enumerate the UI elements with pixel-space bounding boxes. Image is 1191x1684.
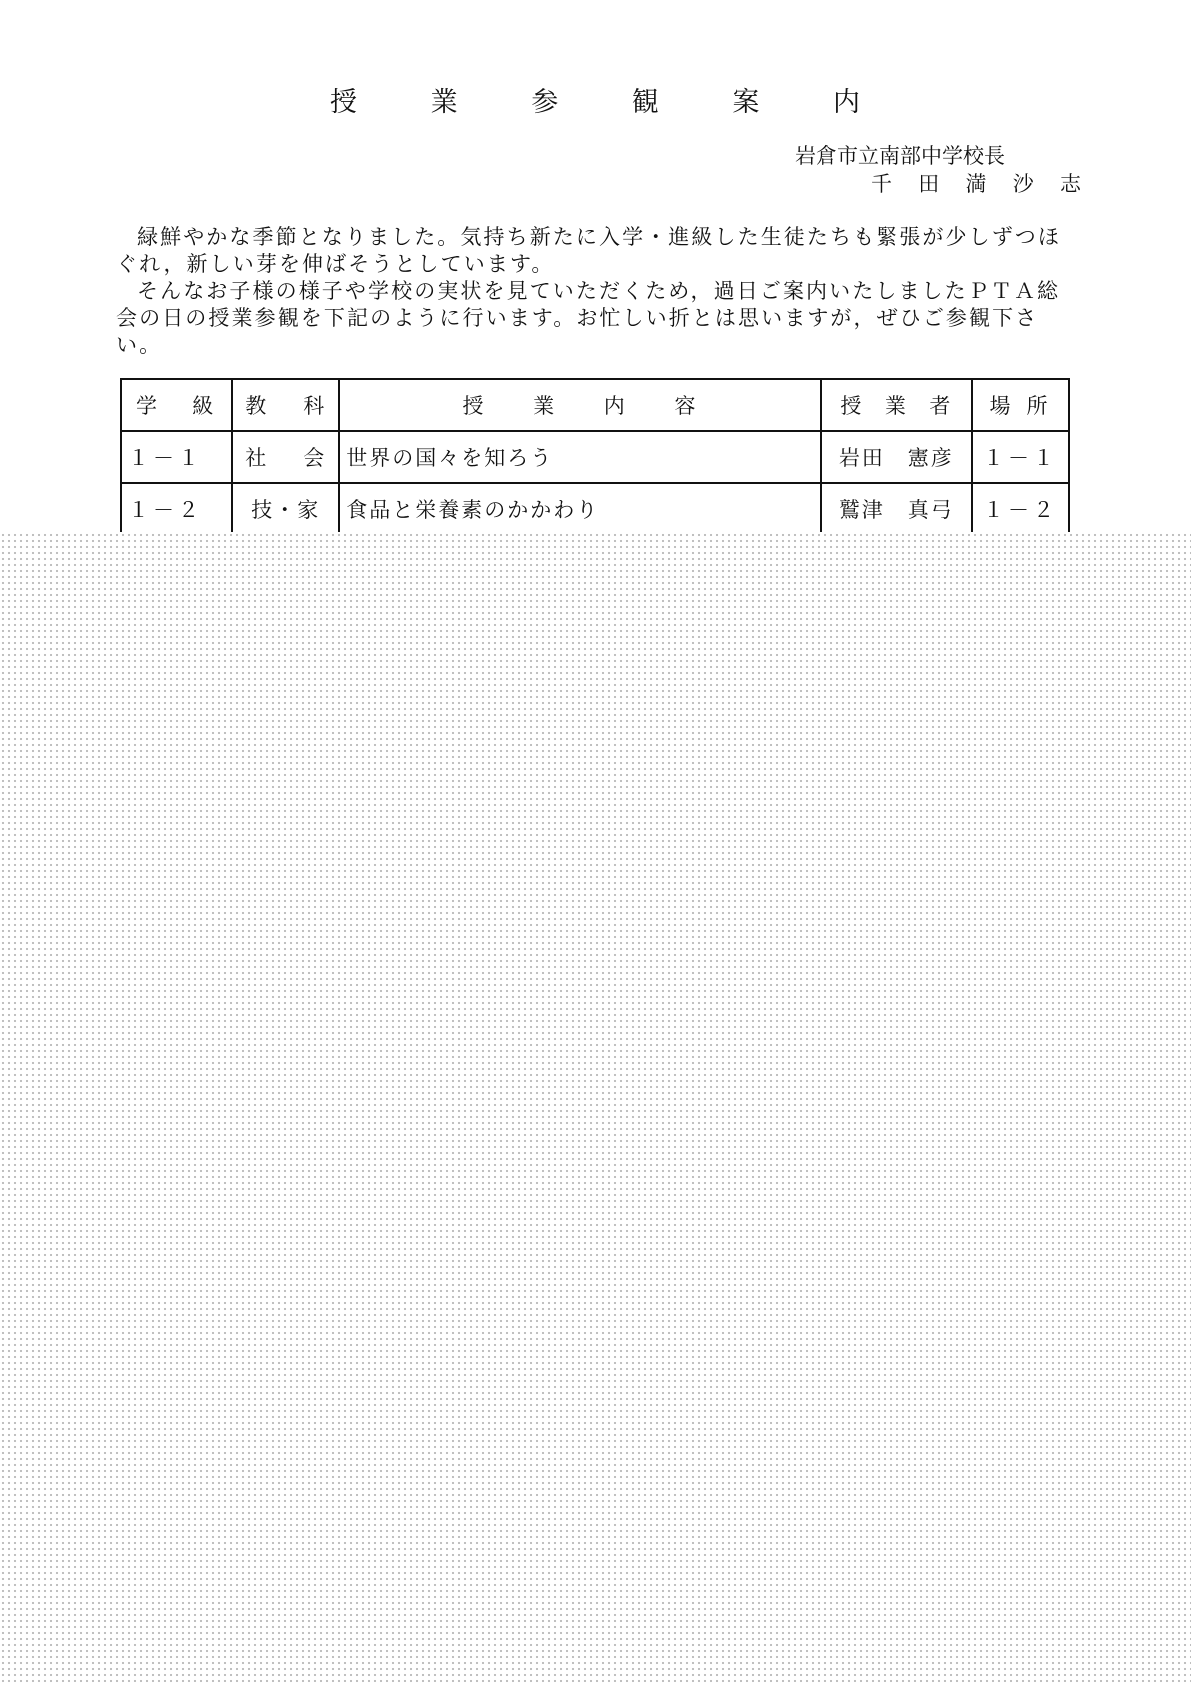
header-char: 授	[462, 394, 486, 418]
cell-content: 世界の国々を知ろう	[339, 431, 820, 483]
cell-subject	[232, 483, 339, 535]
cell-teacher: 岩田 憲彦	[821, 431, 972, 483]
cell-room: １－２	[972, 483, 1069, 535]
subject-char: 会	[303, 446, 327, 470]
header-char: 業	[533, 394, 557, 418]
header-char: 所	[1026, 394, 1052, 418]
sender-name-char: 満	[965, 172, 987, 196]
header-subject	[232, 379, 339, 431]
header-char: 教	[245, 394, 269, 418]
dotted-fill-area	[0, 532, 1191, 1684]
document-title	[330, 86, 860, 120]
header-char: 内	[603, 394, 627, 418]
table-header-row	[121, 379, 1069, 431]
title-char: 案	[732, 87, 760, 118]
sender-name-char: 志	[1060, 172, 1081, 196]
header-char: 学	[136, 394, 161, 418]
sender-org: 岩倉市立南部中学校長	[795, 144, 1005, 168]
class-observation-table	[120, 378, 1070, 536]
title-char: 業	[430, 87, 458, 118]
sender-block	[795, 142, 1081, 198]
title-char: 観	[631, 87, 659, 118]
subject-char: 技・家	[251, 498, 321, 522]
header-char: 場	[989, 394, 1015, 418]
header-char: 業	[884, 394, 908, 418]
header-room	[972, 379, 1069, 431]
header-char: 授	[840, 394, 864, 418]
table-row	[121, 431, 1069, 483]
header-char: 者	[929, 394, 953, 418]
sender-name-char: 沙	[1012, 172, 1034, 196]
title-char: 内	[832, 87, 860, 118]
cell-subject	[232, 431, 339, 483]
header-content	[339, 379, 820, 431]
sender-name-char: 田	[918, 172, 940, 196]
title-char: 授	[330, 87, 357, 118]
table-header	[121, 379, 1069, 431]
paragraph-1: 緑鮮やかな季節となりました。気持ち新たに入学・進級した生徒たちも緊張が少しずつほぐれ，新しい芽を伸ばそうとしています。	[116, 225, 1061, 276]
cell-teacher: 鷲津 真弓	[821, 483, 972, 535]
sender-name-char: 千	[871, 172, 892, 196]
header-char: 科	[303, 394, 327, 418]
table-body	[121, 431, 1069, 535]
header-teacher	[821, 379, 972, 431]
cell-room: １－１	[972, 431, 1069, 483]
header-char: 級	[192, 394, 218, 418]
cell-content: 食品と栄養素のかかわり	[339, 483, 820, 535]
cell-class: １－２	[121, 483, 232, 535]
sender-name	[871, 170, 1081, 198]
title-char: 参	[531, 87, 559, 118]
table-row	[121, 483, 1069, 535]
header-class	[121, 379, 232, 431]
body-text	[116, 224, 1076, 359]
paragraph-2: そんなお子様の様子や学校の実状を見ていただくため，過日ご案内いたしましたＰＴＡ総会の日の授業参観を下記のように行います。お忙しい折とは思いますが，ぜひご参観下さい。	[116, 279, 1061, 357]
header-char: 容	[674, 394, 698, 418]
cell-class: １－１	[121, 431, 232, 483]
subject-char: 社	[245, 446, 269, 470]
